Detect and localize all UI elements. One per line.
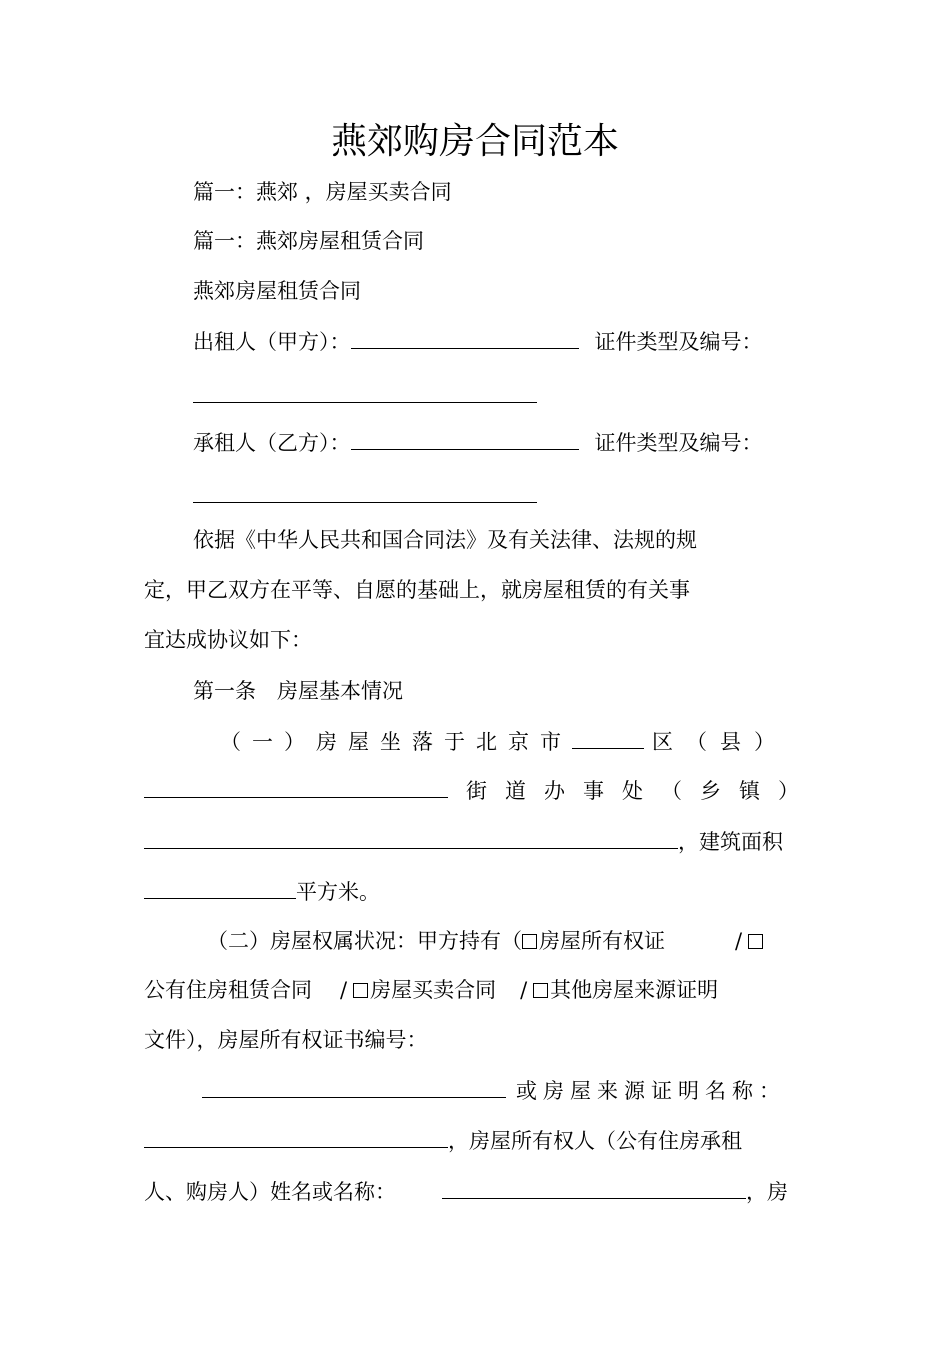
lessee-blank[interactable]	[351, 427, 579, 450]
checkbox-other-source[interactable]	[533, 983, 548, 998]
item1-prefix: （一）房屋坐落于北京市	[220, 730, 572, 754]
lessor-id-label: 证件类型及编号：	[594, 330, 763, 354]
public-lease-label: 公有住房租赁合同	[144, 978, 312, 1002]
owner-line-1	[144, 1125, 742, 1156]
slash-3: /	[520, 978, 528, 1002]
contract-name: 燕郊房屋租赁合同	[193, 279, 361, 303]
source-name-label: 或房屋来源证明名称：	[516, 1079, 786, 1103]
street-blank[interactable]	[144, 775, 448, 798]
subtitle-1: 篇一：燕郊 ，房屋买卖合同	[193, 180, 452, 204]
cert-number-blank[interactable]	[202, 1075, 506, 1098]
sqm-line	[144, 876, 380, 907]
ownership-cert-label: 房屋所有权证	[539, 929, 665, 953]
area-line	[144, 826, 783, 857]
sqm-label: 平方米。	[296, 880, 380, 904]
owner-name-blank[interactable]	[442, 1176, 746, 1199]
lessee-id-blank[interactable]	[193, 480, 537, 503]
basis-line-2: 定，甲乙双方在平等、自愿的基础上，就房屋租赁的有关事	[144, 578, 690, 602]
district-label: 区（县）	[652, 730, 788, 754]
item1-line	[220, 726, 788, 757]
owner-label: ，房屋所有权人（公有住房承租	[448, 1129, 742, 1153]
street-line	[144, 775, 817, 806]
basis-line-1: 依据《中华人民共和国合同法》及有关法律、法规的规	[193, 528, 697, 552]
address-blank[interactable]	[144, 826, 678, 849]
checkbox-sale-contract[interactable]	[353, 983, 368, 998]
lessor-id-line	[193, 380, 537, 411]
document-title: 燕郊购房合同范本	[330, 121, 619, 162]
source-name-line	[202, 1075, 786, 1106]
tail-text: ，房	[746, 1180, 788, 1204]
street-office-label: 街道办事处（乡镇）	[466, 779, 817, 803]
lessee-id-label: 证件类型及编号：	[594, 431, 763, 455]
lessor-blank[interactable]	[351, 326, 579, 349]
checkbox-ownership-cert[interactable]	[522, 934, 537, 949]
lessor-line	[193, 326, 763, 357]
item2-line-2	[144, 975, 718, 1005]
slash-2: /	[340, 978, 348, 1002]
lessor-label: 出租人（甲方）：	[193, 330, 351, 354]
area-blank[interactable]	[144, 876, 296, 899]
owner-line-2	[144, 1176, 788, 1207]
source-name-blank[interactable]	[144, 1125, 448, 1148]
item2-line-3: 文件），房屋所有权证书编号：	[144, 1028, 428, 1052]
article-1-heading: 第一条 房屋基本情况	[193, 679, 403, 703]
sale-contract-label: 房屋买卖合同	[370, 978, 497, 1002]
owner-label-2: 人、购房人）姓名或名称：	[144, 1180, 396, 1204]
building-area-label: ，建筑面积	[678, 830, 783, 854]
subtitle-2: 篇一：燕郊房屋租赁合同	[193, 229, 424, 253]
lessee-id-line	[193, 480, 537, 511]
item2-prefix: （二）房屋权属状况：甲方持有（	[207, 929, 522, 953]
other-source-label: 其他房屋来源证明	[550, 978, 719, 1002]
item2-line-1	[207, 926, 765, 956]
slash-1: /	[735, 929, 743, 953]
basis-line-3: 宜达成协议如下：	[144, 628, 312, 652]
district-blank[interactable]	[572, 726, 644, 749]
lessee-line	[193, 427, 763, 458]
lessee-label: 承租人（乙方）：	[193, 431, 351, 455]
lessor-id-blank[interactable]	[193, 380, 537, 403]
checkbox-public-lease[interactable]	[748, 934, 763, 949]
